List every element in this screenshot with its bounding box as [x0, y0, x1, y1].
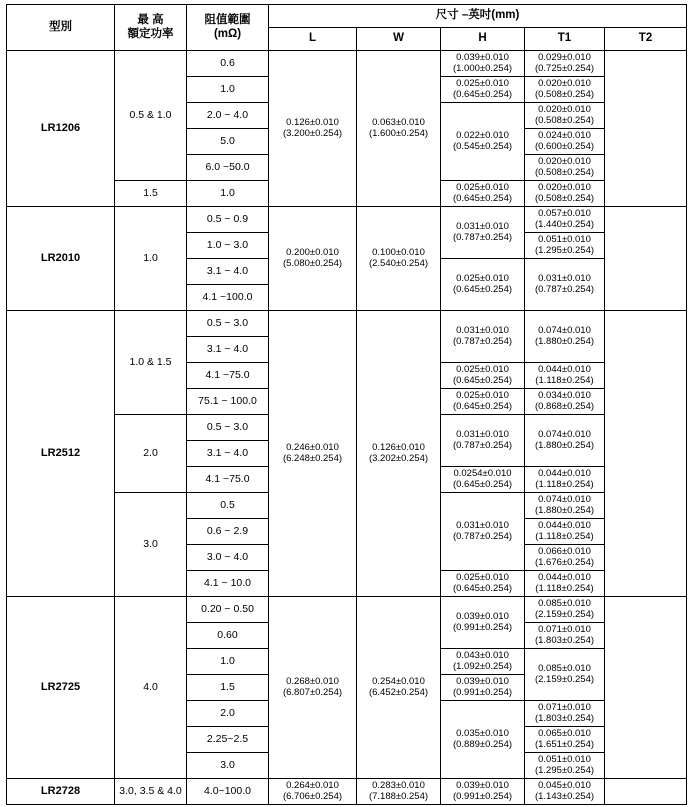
cell-resistance-range: 0.60 [187, 623, 269, 649]
cell-power-rating: 3.0 [115, 493, 187, 597]
cell-width: 0.283±0.010 (7.188±0.254) [357, 779, 441, 805]
cell-resistance-range: 4.1 ~75.0 [187, 467, 269, 493]
cell-resistance-range: 3.1 ~ 4.0 [187, 337, 269, 363]
cell-height: 0.0254±0.010 (0.645±0.254) [441, 467, 525, 493]
cell-height: 0.025±0.010 (0.645±0.254) [441, 181, 525, 207]
cell-height: 0.043±0.010 (1.092±0.254) [441, 649, 525, 675]
cell-T2-crossed-out [605, 207, 687, 311]
header-range-line2: (mΩ) [213, 27, 242, 40]
cell-terminal-t1: 0.074±0.010 (1.880±0.254) [525, 493, 605, 519]
header-col-T1: T1 [525, 28, 605, 51]
header-power-line1: 最 高 [137, 14, 164, 27]
cell-height: 0.025±0.010 (0.645±0.254) [441, 363, 525, 389]
header-power-line2: 額定功率 [127, 27, 174, 40]
cell-resistance-range: 0.6 ~ 2.9 [187, 519, 269, 545]
cell-resistance-range: 0.5 ~ 0.9 [187, 207, 269, 233]
cell-resistance-range: 4.1 ~ 10.0 [187, 571, 269, 597]
cell-resistance-range: 0.5 ~ 3.0 [187, 415, 269, 441]
cell-terminal-t1: 0.020±0.010 (0.508±0.254) [525, 103, 605, 129]
cell-height: 0.031±0.010 (0.787±0.254) [441, 311, 525, 363]
table-body [7, 51, 687, 805]
cell-terminal-t1: 0.045±0.010 (1.143±0.254) [525, 779, 605, 805]
header-dimensions-group: 尺寸 –英吋(mm) [269, 5, 687, 28]
cell-height: 0.039±0.010 (0.991±0.254) [441, 597, 525, 649]
cell-terminal-t1: 0.044±0.010 (1.118±0.254) [525, 519, 605, 545]
cell-height: 0.025±0.010 (0.645±0.254) [441, 571, 525, 597]
table-row [7, 597, 687, 623]
cell-resistance-range: 4.1 ~100.0 [187, 285, 269, 311]
cell-terminal-t1: 0.029±0.010 (0.725±0.254) [525, 51, 605, 77]
cell-terminal-t1: 0.066±0.010 (1.676±0.254) [525, 545, 605, 571]
header-col-L: L [269, 28, 357, 51]
cell-terminal-t1: 0.024±0.010 (0.600±0.254) [525, 129, 605, 155]
cell-resistance-range: 4.1 ~75.0 [187, 363, 269, 389]
cell-terminal-t1: 0.034±0.010 (0.868±0.254) [525, 389, 605, 415]
cell-height: 0.025±0.010 (0.645±0.254) [441, 77, 525, 103]
header-col-T2: T2 [605, 28, 687, 51]
cell-power-rating: 1.0 & 1.5 [115, 311, 187, 415]
cell-length: 0.246±0.010 (6.248±0.254) [269, 311, 357, 597]
cell-power-rating: 2.0 [115, 415, 187, 493]
cell-model: LR2725 [7, 597, 115, 779]
cell-resistance-range: 1.0 [187, 181, 269, 207]
cell-height: 0.031±0.010 (0.787±0.254) [441, 493, 525, 571]
cell-power-rating: 4.0 [115, 597, 187, 779]
cell-power-rating: 1.0 [115, 207, 187, 311]
table-row [7, 51, 687, 77]
header-col-W: W [357, 28, 441, 51]
cell-resistance-range: 2.0 ~ 4.0 [187, 103, 269, 129]
cell-height: 0.025±0.010 (0.645±0.254) [441, 259, 525, 311]
cell-width: 0.254±0.010 (6.452±0.254) [357, 597, 441, 779]
cell-power-rating: 1.5 [115, 181, 187, 207]
cell-height: 0.025±0.010 (0.645±0.254) [441, 389, 525, 415]
header-col-H: H [441, 28, 525, 51]
cell-resistance-range: 1.0 [187, 77, 269, 103]
cell-height: 0.022±0.010 (0.545±0.254) [441, 103, 525, 181]
cell-height: 0.039±0.010 (0.991±0.254) [441, 779, 525, 805]
cell-resistance-range: 6.0 ~50.0 [187, 155, 269, 181]
cell-resistance-range: 0.6 [187, 51, 269, 77]
cell-terminal-t1: 0.031±0.010 (0.787±0.254) [525, 259, 605, 311]
cell-terminal-t1: 0.057±0.010 (1.440±0.254) [525, 207, 605, 233]
cell-resistance-range: 3.1 ~ 4.0 [187, 441, 269, 467]
header-model: 型別 [7, 5, 115, 51]
cell-height: 0.039±0.010 (0.991±0.254) [441, 675, 525, 701]
table-row [7, 207, 687, 233]
cell-terminal-t1: 0.051±0.010 (1.295±0.254) [525, 753, 605, 779]
cell-terminal-t1: 0.085±0.010 (2.159±0.254) [525, 597, 605, 623]
cell-length: 0.126±0.010 (3.200±0.254) [269, 51, 357, 207]
cell-resistance-range: 75.1 ~ 100.0 [187, 389, 269, 415]
cell-terminal-t1: 0.071±0.010 (1.803±0.254) [525, 701, 605, 727]
cell-T2-crossed-out [605, 597, 687, 779]
cell-T2-crossed-out [605, 311, 687, 597]
cell-resistance-range: 1.0 ~ 3.0 [187, 233, 269, 259]
header-resistance-range [187, 5, 269, 51]
cell-resistance-range: 5.0 [187, 129, 269, 155]
cell-resistance-range: 3.0 [187, 753, 269, 779]
cell-terminal-t1: 0.065±0.010 (1.651±0.254) [525, 727, 605, 753]
cell-resistance-range: 2.25~2.5 [187, 727, 269, 753]
cell-resistance-range: 0.5 [187, 493, 269, 519]
cell-terminal-t1: 0.051±0.010 (1.295±0.254) [525, 233, 605, 259]
cell-height: 0.039±0.010 (1.000±0.254) [441, 51, 525, 77]
cell-terminal-t1: 0.020±0.010 (0.508±0.254) [525, 77, 605, 103]
cell-resistance-range: 3.1 ~ 4.0 [187, 259, 269, 285]
cell-height: 0.031±0.010 (0.787±0.254) [441, 415, 525, 467]
cell-terminal-t1: 0.044±0.010 (1.118±0.254) [525, 571, 605, 597]
cell-resistance-range: 0.5 ~ 3.0 [187, 311, 269, 337]
cell-T2-crossed-out [605, 51, 687, 207]
cell-height: 0.035±0.010 (0.889±0.254) [441, 701, 525, 779]
cell-height: 0.031±0.010 (0.787±0.254) [441, 207, 525, 259]
table-row [7, 311, 687, 337]
cell-resistance-range: 1.0 [187, 649, 269, 675]
cell-model: LR2010 [7, 207, 115, 311]
cell-terminal-t1: 0.020±0.010 (0.508±0.254) [525, 155, 605, 181]
cell-terminal-t1: 0.074±0.010 (1.880±0.254) [525, 415, 605, 467]
cell-resistance-range: 1.5 [187, 675, 269, 701]
cell-power-rating: 3.0, 3.5 & 4.0 [115, 779, 187, 805]
cell-power-rating: 0.5 & 1.0 [115, 51, 187, 181]
cell-model: LR1206 [7, 51, 115, 207]
cell-length: 0.264±0.010 (6.706±0.254) [269, 779, 357, 805]
cell-terminal-t1: 0.020±0.010 (0.508±0.254) [525, 181, 605, 207]
cell-model: LR2512 [7, 311, 115, 597]
cell-width: 0.126±0.010 (3.202±0.254) [357, 311, 441, 597]
cell-resistance-range: 0.20 ~ 0.50 [187, 597, 269, 623]
table-header-row [7, 5, 687, 28]
table-row [7, 779, 687, 805]
cell-terminal-t1: 0.044±0.010 (1.118±0.254) [525, 363, 605, 389]
header-power [115, 5, 187, 51]
cell-terminal-t1: 0.071±0.010 (1.803±0.254) [525, 623, 605, 649]
cell-width: 0.100±0.010 (2.540±0.254) [357, 207, 441, 311]
dimensions-table [6, 4, 687, 805]
cell-terminal-t1: 0.074±0.010 (1.880±0.254) [525, 311, 605, 363]
cell-model: LR2728 [7, 779, 115, 805]
cell-resistance-range: 4.0~100.0 [187, 779, 269, 805]
cell-resistance-range: 2.0 [187, 701, 269, 727]
cell-length: 0.268±0.010 (6.807±0.254) [269, 597, 357, 779]
cell-terminal-t1: 0.044±0.010 (1.118±0.254) [525, 467, 605, 493]
header-range-line1: 阻值範圍 [204, 14, 251, 27]
cell-terminal-t1: 0.085±0.010 (2.159±0.254) [525, 649, 605, 701]
cell-width: 0.063±0.010 (1.600±0.254) [357, 51, 441, 207]
cell-T2-crossed-out [605, 779, 687, 805]
cell-length: 0.200±0.010 (5.080±0.254) [269, 207, 357, 311]
cell-resistance-range: 3.0 ~ 4.0 [187, 545, 269, 571]
